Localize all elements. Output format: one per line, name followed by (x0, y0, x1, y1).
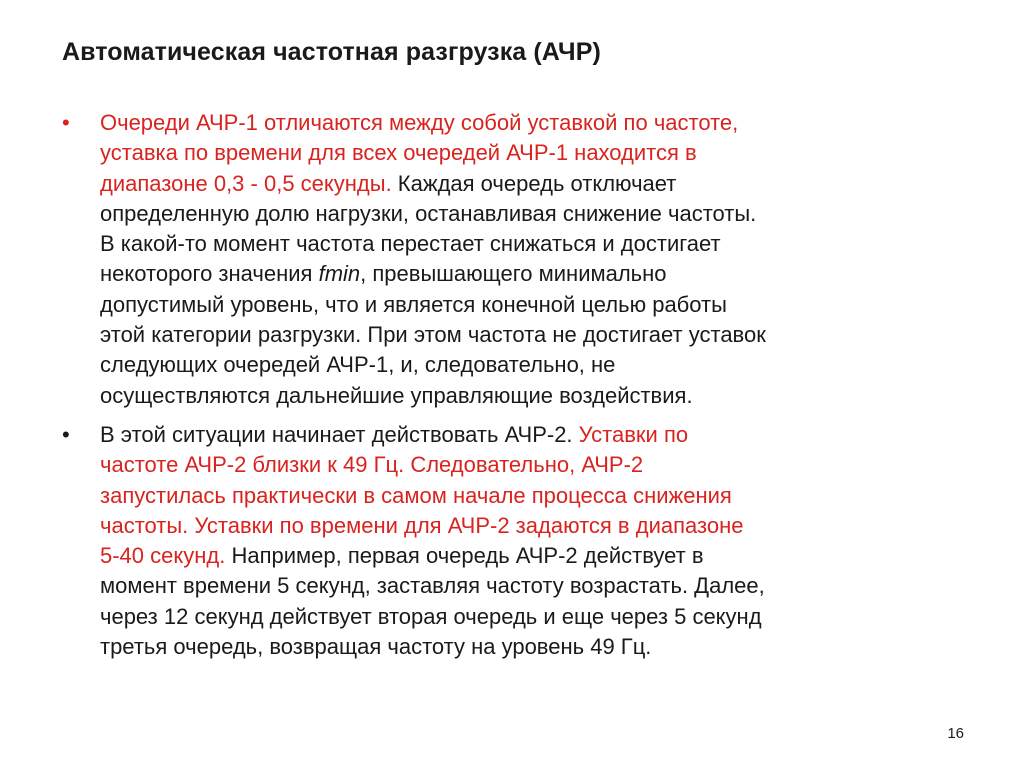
bullet-marker: • (62, 421, 70, 447)
body-text: момент времени 5 секунд, заставляя частоту возрастать. Далее, (100, 573, 765, 599)
bullet-text (100, 108, 962, 411)
bullet-item (62, 108, 962, 411)
highlighted-text: уставка по времени для всех очередей АЧР-1 находится в (100, 140, 697, 166)
text-line (100, 320, 962, 350)
body-text: некоторого значения (100, 261, 319, 287)
body-text: следующих очередей АЧР-1, и, следовательно, не (100, 352, 616, 378)
slide-title: Автоматическая частотная разгрузка (АЧР) (62, 38, 601, 66)
body-text: fmin (318, 261, 361, 287)
bullet-item (62, 420, 962, 662)
body-text: Каждая очередь отключает (391, 170, 677, 196)
body-text: допустимый уровень, что и является конечной целью работы (100, 291, 727, 317)
body-text: через 12 секунд действует вторая очередь и еще через 5 секунд (100, 603, 762, 629)
text-line (100, 350, 962, 380)
bullet-text (100, 420, 962, 662)
bullet-list (62, 108, 962, 662)
text-line (100, 632, 962, 662)
text-line (100, 108, 962, 138)
bullet-marker: • (62, 110, 70, 135)
text-line (100, 169, 962, 199)
highlighted-text: диапазоне 0,3 - 0,5 секунды. (100, 170, 392, 196)
highlighted-text: Уставки по (572, 421, 689, 447)
text-line (100, 259, 962, 289)
text-line (100, 381, 962, 411)
body-text: В этой ситуации начинает действовать АЧР-2. (100, 421, 573, 447)
highlighted-text: частоты. Уставки по времени для АЧР-2 задаются в диапазоне (100, 512, 744, 538)
text-line (100, 481, 962, 511)
text-line (100, 450, 962, 480)
highlighted-text: Очереди АЧР-1 отличаются между собой уставкой по частоте, (100, 110, 739, 135)
body-text: определенную долю нагрузки, останавливая снижение частоты. (100, 200, 757, 226)
highlighted-text: запустилась практически в самом начале процесса снижения (100, 482, 732, 508)
text-line (100, 571, 962, 601)
text-line (100, 229, 962, 259)
text-line (100, 199, 962, 229)
highlighted-text: частоте АЧР-2 близки к 49 Гц. Следовательно, АЧР-2 (100, 452, 644, 478)
body-text: этой категории разгрузки. При этом частота не достигает уставок (100, 322, 766, 348)
body-text: В какой-то момент частота перестает снижаться и достигает (100, 231, 721, 257)
text-line (100, 420, 962, 450)
page-number: 16 (947, 725, 964, 742)
highlighted-text: 5-40 секунд. (100, 543, 226, 569)
text-line (100, 290, 962, 320)
text-line (100, 511, 962, 541)
text-line (100, 138, 962, 168)
body-text: , превышающего минимально (360, 261, 667, 287)
text-line (100, 602, 962, 632)
body-text: Например, первая очередь АЧР-2 действует в (225, 543, 704, 569)
body-text: осуществляются дальнейшие управляющие воздействия. (100, 382, 693, 408)
text-line (100, 541, 962, 571)
body-text: третья очередь, возвращая частоту на уровень 49 Гц. (100, 634, 652, 660)
